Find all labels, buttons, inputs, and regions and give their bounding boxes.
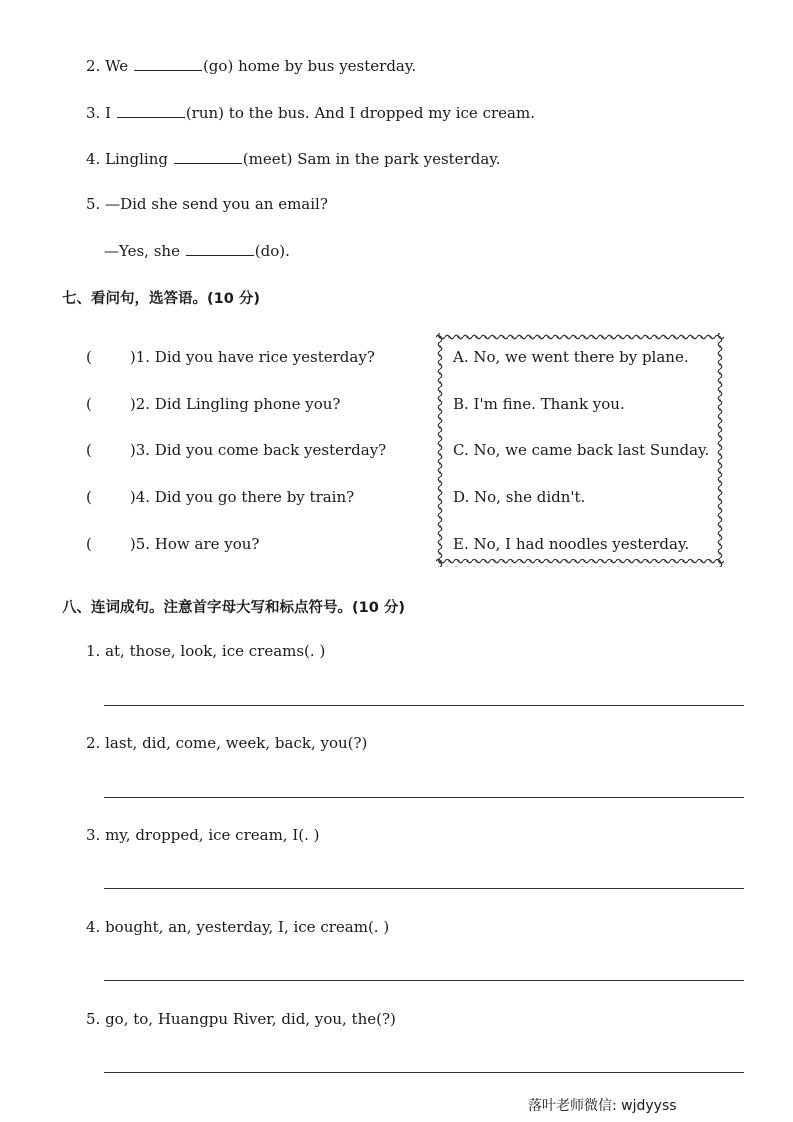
answer-paren[interactable]: ( bbox=[86, 441, 92, 459]
item-number: 2. bbox=[86, 57, 101, 75]
option-e: E. No, I had noodles yesterday. bbox=[453, 535, 690, 553]
word-order-item-1: 1. at, those, look, ice creams(. ) bbox=[86, 642, 326, 660]
section-7-title: 七、看问句，选答语。(10 分) bbox=[62, 291, 260, 307]
answer-line[interactable] bbox=[104, 980, 744, 981]
verb-hint: (meet) bbox=[242, 150, 293, 168]
verb-hint: (go) bbox=[202, 57, 234, 75]
verb-hint: (run) bbox=[185, 104, 225, 122]
question-text: )3. Did you come back yesterday? bbox=[129, 441, 387, 459]
match-question bbox=[86, 395, 340, 413]
word-order-item-4: 4. bought, an, yesterday, I, ice cream(. ) bbox=[86, 918, 390, 936]
question-text: )2. Did Lingling phone you? bbox=[129, 395, 341, 413]
item-number: 4. bbox=[86, 150, 101, 168]
match-question bbox=[86, 348, 375, 366]
answer-blank[interactable] bbox=[186, 241, 254, 256]
fill-item-2 bbox=[86, 56, 416, 75]
item-number: 5. bbox=[86, 195, 101, 213]
fill-item-5-answer bbox=[104, 241, 290, 260]
item-text: —Yes, she bbox=[104, 242, 180, 260]
answer-line[interactable] bbox=[104, 705, 744, 706]
answer-paren[interactable]: ( bbox=[86, 348, 92, 366]
item-text: I bbox=[105, 104, 112, 122]
item-text: home by bus yesterday. bbox=[238, 57, 417, 75]
answer-line[interactable] bbox=[104, 1072, 744, 1073]
answer-blank[interactable] bbox=[174, 149, 242, 164]
answer-blank[interactable] bbox=[134, 56, 202, 71]
option-d: D. No, she didn't. bbox=[453, 488, 586, 506]
item-text: —Did she send you an email? bbox=[105, 195, 328, 213]
answer-options-box bbox=[436, 333, 724, 567]
verb-hint: (do). bbox=[254, 242, 290, 260]
option-c: C. No, we came back last Sunday. bbox=[453, 441, 710, 459]
item-text: Lingling bbox=[105, 150, 168, 168]
match-question bbox=[86, 441, 386, 459]
answer-blank[interactable] bbox=[117, 103, 185, 118]
answer-line[interactable] bbox=[104, 797, 744, 798]
option-b: B. I'm fine. Thank you. bbox=[453, 395, 625, 413]
question-text: )1. Did you have rice yesterday? bbox=[129, 348, 375, 366]
answer-paren[interactable]: ( bbox=[86, 488, 92, 506]
question-text: )5. How are you? bbox=[129, 535, 260, 553]
option-a: A. No, we went there by plane. bbox=[453, 348, 689, 366]
item-number: 3. bbox=[86, 104, 101, 122]
answer-paren[interactable]: ( bbox=[86, 535, 92, 553]
fill-item-5-question bbox=[86, 195, 328, 213]
fill-item-3 bbox=[86, 103, 535, 122]
item-text: We bbox=[105, 57, 129, 75]
footer-watermark: 落叶老师微信: wjdyyss bbox=[528, 1098, 677, 1114]
question-text: )4. Did you go there by train? bbox=[129, 488, 355, 506]
word-order-item-2: 2. last, did, come, week, back, you(?) bbox=[86, 734, 368, 752]
word-order-item-5: 5. go, to, Huangpu River, did, you, the(?) bbox=[86, 1010, 396, 1028]
item-text: to the bus. And I dropped my ice cream. bbox=[228, 104, 535, 122]
word-order-item-3: 3. my, dropped, ice cream, I(. ) bbox=[86, 826, 320, 844]
match-question bbox=[86, 535, 259, 553]
section-8-title: 八、连词成句。注意首字母大写和标点符号。(10 分) bbox=[62, 600, 405, 616]
match-question bbox=[86, 488, 354, 506]
answer-paren[interactable]: ( bbox=[86, 395, 92, 413]
item-text: Sam in the park yesterday. bbox=[297, 150, 501, 168]
fill-item-4 bbox=[86, 149, 501, 168]
answer-line[interactable] bbox=[104, 888, 744, 889]
